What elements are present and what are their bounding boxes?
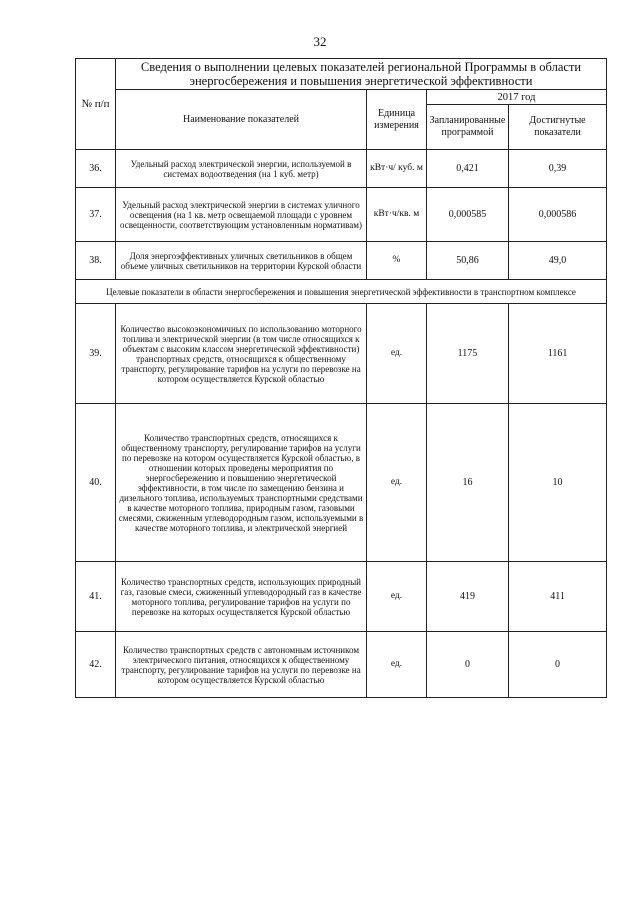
row-achieved: 0 — [509, 632, 607, 698]
row-unit: ед. — [367, 562, 427, 632]
row-number: 42. — [76, 632, 116, 698]
row-achieved: 49,0 — [509, 242, 607, 280]
header-unit: Единица измерения — [367, 90, 427, 150]
row-unit: % — [367, 242, 427, 280]
row-number: 40. — [76, 404, 116, 562]
header-achieved: Достигнутые показатели — [509, 105, 607, 150]
header-row-1 — [76, 90, 607, 105]
row-planned: 16 — [427, 404, 509, 562]
row-unit: кВт·ч/кв. м — [367, 188, 427, 242]
table-row — [76, 632, 607, 698]
header-name: Наименование показателей — [116, 90, 367, 150]
row-planned: 0,000585 — [427, 188, 509, 242]
row-achieved: 1161 — [509, 304, 607, 404]
header-nn: № п/п — [76, 59, 116, 150]
table-row — [76, 304, 607, 404]
row-name: Удельный расход электрической энергии в системах уличного освещения (на 1 кв. метр освещаемой площади с уровнем освещенности, соответствующим установленным нормативам) — [116, 188, 367, 242]
table-title-row — [76, 59, 607, 90]
row-unit: ед. — [367, 632, 427, 698]
table-row — [76, 242, 607, 280]
indicators-table — [75, 58, 607, 698]
row-achieved: 0,39 — [509, 150, 607, 188]
row-planned: 0,421 — [427, 150, 509, 188]
row-name: Количество транспортных средств, относящихся к общественному транспорту, регулирование тарифов на услуги по перевозке на котором осуществляется Курской областью, в отношении которых проведены мероприятия по энергосбережению и повышению энергетической эффективности, в том числе по замещению бензина и дизельного топлива, используемых транспортными средствами в качестве моторного топлива, природным газом, газовыми смесями, сжиженным углеводородным газом, используемыми в качестве моторного топлива, и электрической энергией — [116, 404, 367, 562]
row-number: 41. — [76, 562, 116, 632]
section-heading: Целевые показатели в области энергосбережения и повышения энергетической эффективности в транспортном комплексе — [76, 280, 607, 304]
row-name: Доля энергоэффективных уличных светильников в общем объеме уличных светильников на территории Курской области — [116, 242, 367, 280]
row-planned: 1175 — [427, 304, 509, 404]
row-unit: кВт·ч/ куб. м — [367, 150, 427, 188]
header-year: 2017 год — [427, 90, 607, 105]
page-number: 32 — [313, 34, 327, 49]
section-row — [76, 280, 607, 304]
table-row — [76, 188, 607, 242]
table-title: Сведения о выполнении целевых показателей региональной Программы в области энергосбережения и повышения энергетической эффективности — [116, 59, 607, 90]
row-planned: 419 — [427, 562, 509, 632]
row-unit: ед. — [367, 404, 427, 562]
table-row — [76, 150, 607, 188]
row-name: Количество транспортных средств с автономным источником электрического питания, относящихся к общественному транспорту, регулирование тарифов на услуги по перевозке на котором осуществляется Курской областью — [116, 632, 367, 698]
row-number: 37. — [76, 188, 116, 242]
row-number: 38. — [76, 242, 116, 280]
row-planned: 0 — [427, 632, 509, 698]
row-achieved: 10 — [509, 404, 607, 562]
header-planned: Запланированные программой — [427, 105, 509, 150]
row-number: 36. — [76, 150, 116, 188]
row-achieved: 0,000586 — [509, 188, 607, 242]
row-name: Количество высокоэкономичных по использованию моторного топлива и электрической энергии (в том числе относящихся к объектам с высоким классом энергетической эффективности) транспортных средств, относящихся к общественному транспорту, регулирование тарифов на услуги по перевозке на котором осуществляется Курской областью — [116, 304, 367, 404]
row-planned: 50,86 — [427, 242, 509, 280]
table-row — [76, 562, 607, 632]
row-number: 39. — [76, 304, 116, 404]
row-name: Удельный расход электрической энергии, используемой в системах водоотведения (на 1 куб. метр) — [116, 150, 367, 188]
row-unit: ед. — [367, 304, 427, 404]
row-name: Количество транспортных средств, использующих природный газ, газовые смеси, сжиженный углеводородный газ в качестве моторного топлива, регулирование тарифов на услуги по перевозке на которых осуществляется Курской областью — [116, 562, 367, 632]
table-row — [76, 404, 607, 562]
row-achieved: 411 — [509, 562, 607, 632]
